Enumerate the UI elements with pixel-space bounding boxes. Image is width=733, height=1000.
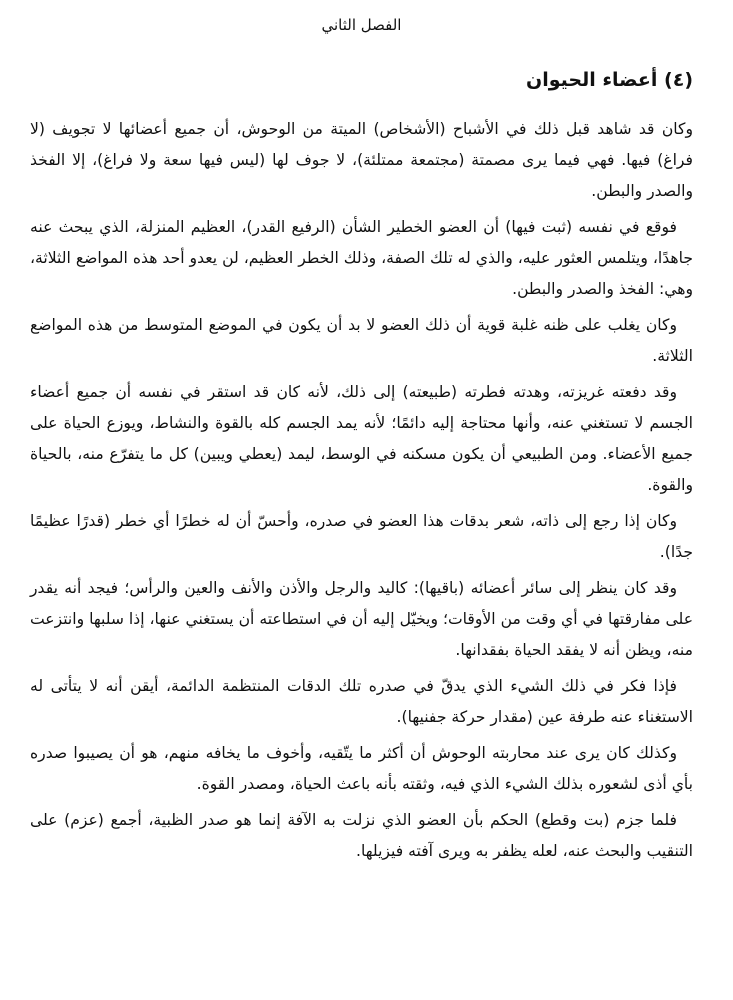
paragraph: وكان قد شاهد قبل ذلك في الأشباح (الأشخاص) الميتة من الوحوش، أن جميع أعضائها لا تجويف (لا فراغ) فيها. فهي فيما يرى مصمتة (مجتمعة ممتلئة)، لا جوف لها (ليس فيها سعة ولا فراغ)، إلا الفخذ والصدر والبطن. xyxy=(30,120,693,200)
paragraph: فإذا فكر في ذلك الشيء الذي يدقّ في صدره تلك الدقات المنتظمة الدائمة، أيقن أنه لا يتأتى له الاستغناء عنه طرفة عين (مقدار حركة جفنيها). xyxy=(30,677,693,726)
paragraph: وكان إذا رجع إلى ذاته، شعر بدقات هذا العضو في صدره، وأحسّ أن له خطرًا أي خطر (قدرًا عظيمًا جدًا). xyxy=(30,512,693,561)
body-text xyxy=(30,114,693,867)
running-header: الفصل الثاني xyxy=(321,16,402,34)
paragraph: وكان يغلب على ظنه غلبة قوية أن ذلك العضو لا بد أن يكون في الموضع المتوسط من هذه المواضع الثلاثة. xyxy=(30,316,693,365)
paragraph: وقد كان ينظر إلى سائر أعضائه (باقيها): كاليد والرجل والأذن والأنف والعين والرأس؛ فيجد أنه يقدر على مفارقتها في أي وقت من الأوقات؛ ويخيّل إليه أن في استطاعته أن يستغني عنها، إذا سلبها وانتزعت منه، ويظن أنه لا يفقد الحياة بفقدانها. xyxy=(30,579,693,659)
paragraph: فوقع في نفسه (ثبت فيها) أن العضو الخطير الشأن (الرفيع القدر)، العظيم المنزلة، الذي يبحث عنه جاهدًا، ويتلمس العثور عليه، والذي له تلك الصفة، وذلك الخطر العظيم، لن يعدو أحد هذه المواضع الثلاثة، وهي: الفخذ والصدر والبطن. xyxy=(30,218,693,298)
paragraph: فلما جزم (بت وقطع) الحكم بأن العضو الذي نزلت به الآفة إنما هو صدر الظبية، أجمع (عزم) على التنقيب والبحث عنه، لعله يظفر به ويرى آفته فيزيلها. xyxy=(30,811,693,860)
section-title: (٤) أعضاء الحيوان xyxy=(525,69,693,91)
paragraph: وكذلك كان يرى عند محاربته الوحوش أن أكثر ما يتّقيه، وأخوف ما يخافه منهم، هو أن يصيبوا صدره بأي أذى لشعوره بذلك الشيء الذي فيه، وثقته بأنه باعث الحياة، ومصدر القوة. xyxy=(30,744,693,793)
paragraph: وقد دفعته غريزته، وهدته فطرته (طبيعته) إلى ذلك، لأنه كان قد استقر في نفسه أن جميع أعضاء الجسم لا تستغني عنه، وأنها محتاجة إليه دائمًا؛ لأنه يمد الجسم كله بالقوة والنشاط، ويوزع الحياة على جميع الأعضاء. ومن الطبيعي أن يكون مسكنه في الوسط، ليمد (يعطي ويبين) كل ما يتفرّع منه، بالحياة والقوة. xyxy=(30,383,693,494)
